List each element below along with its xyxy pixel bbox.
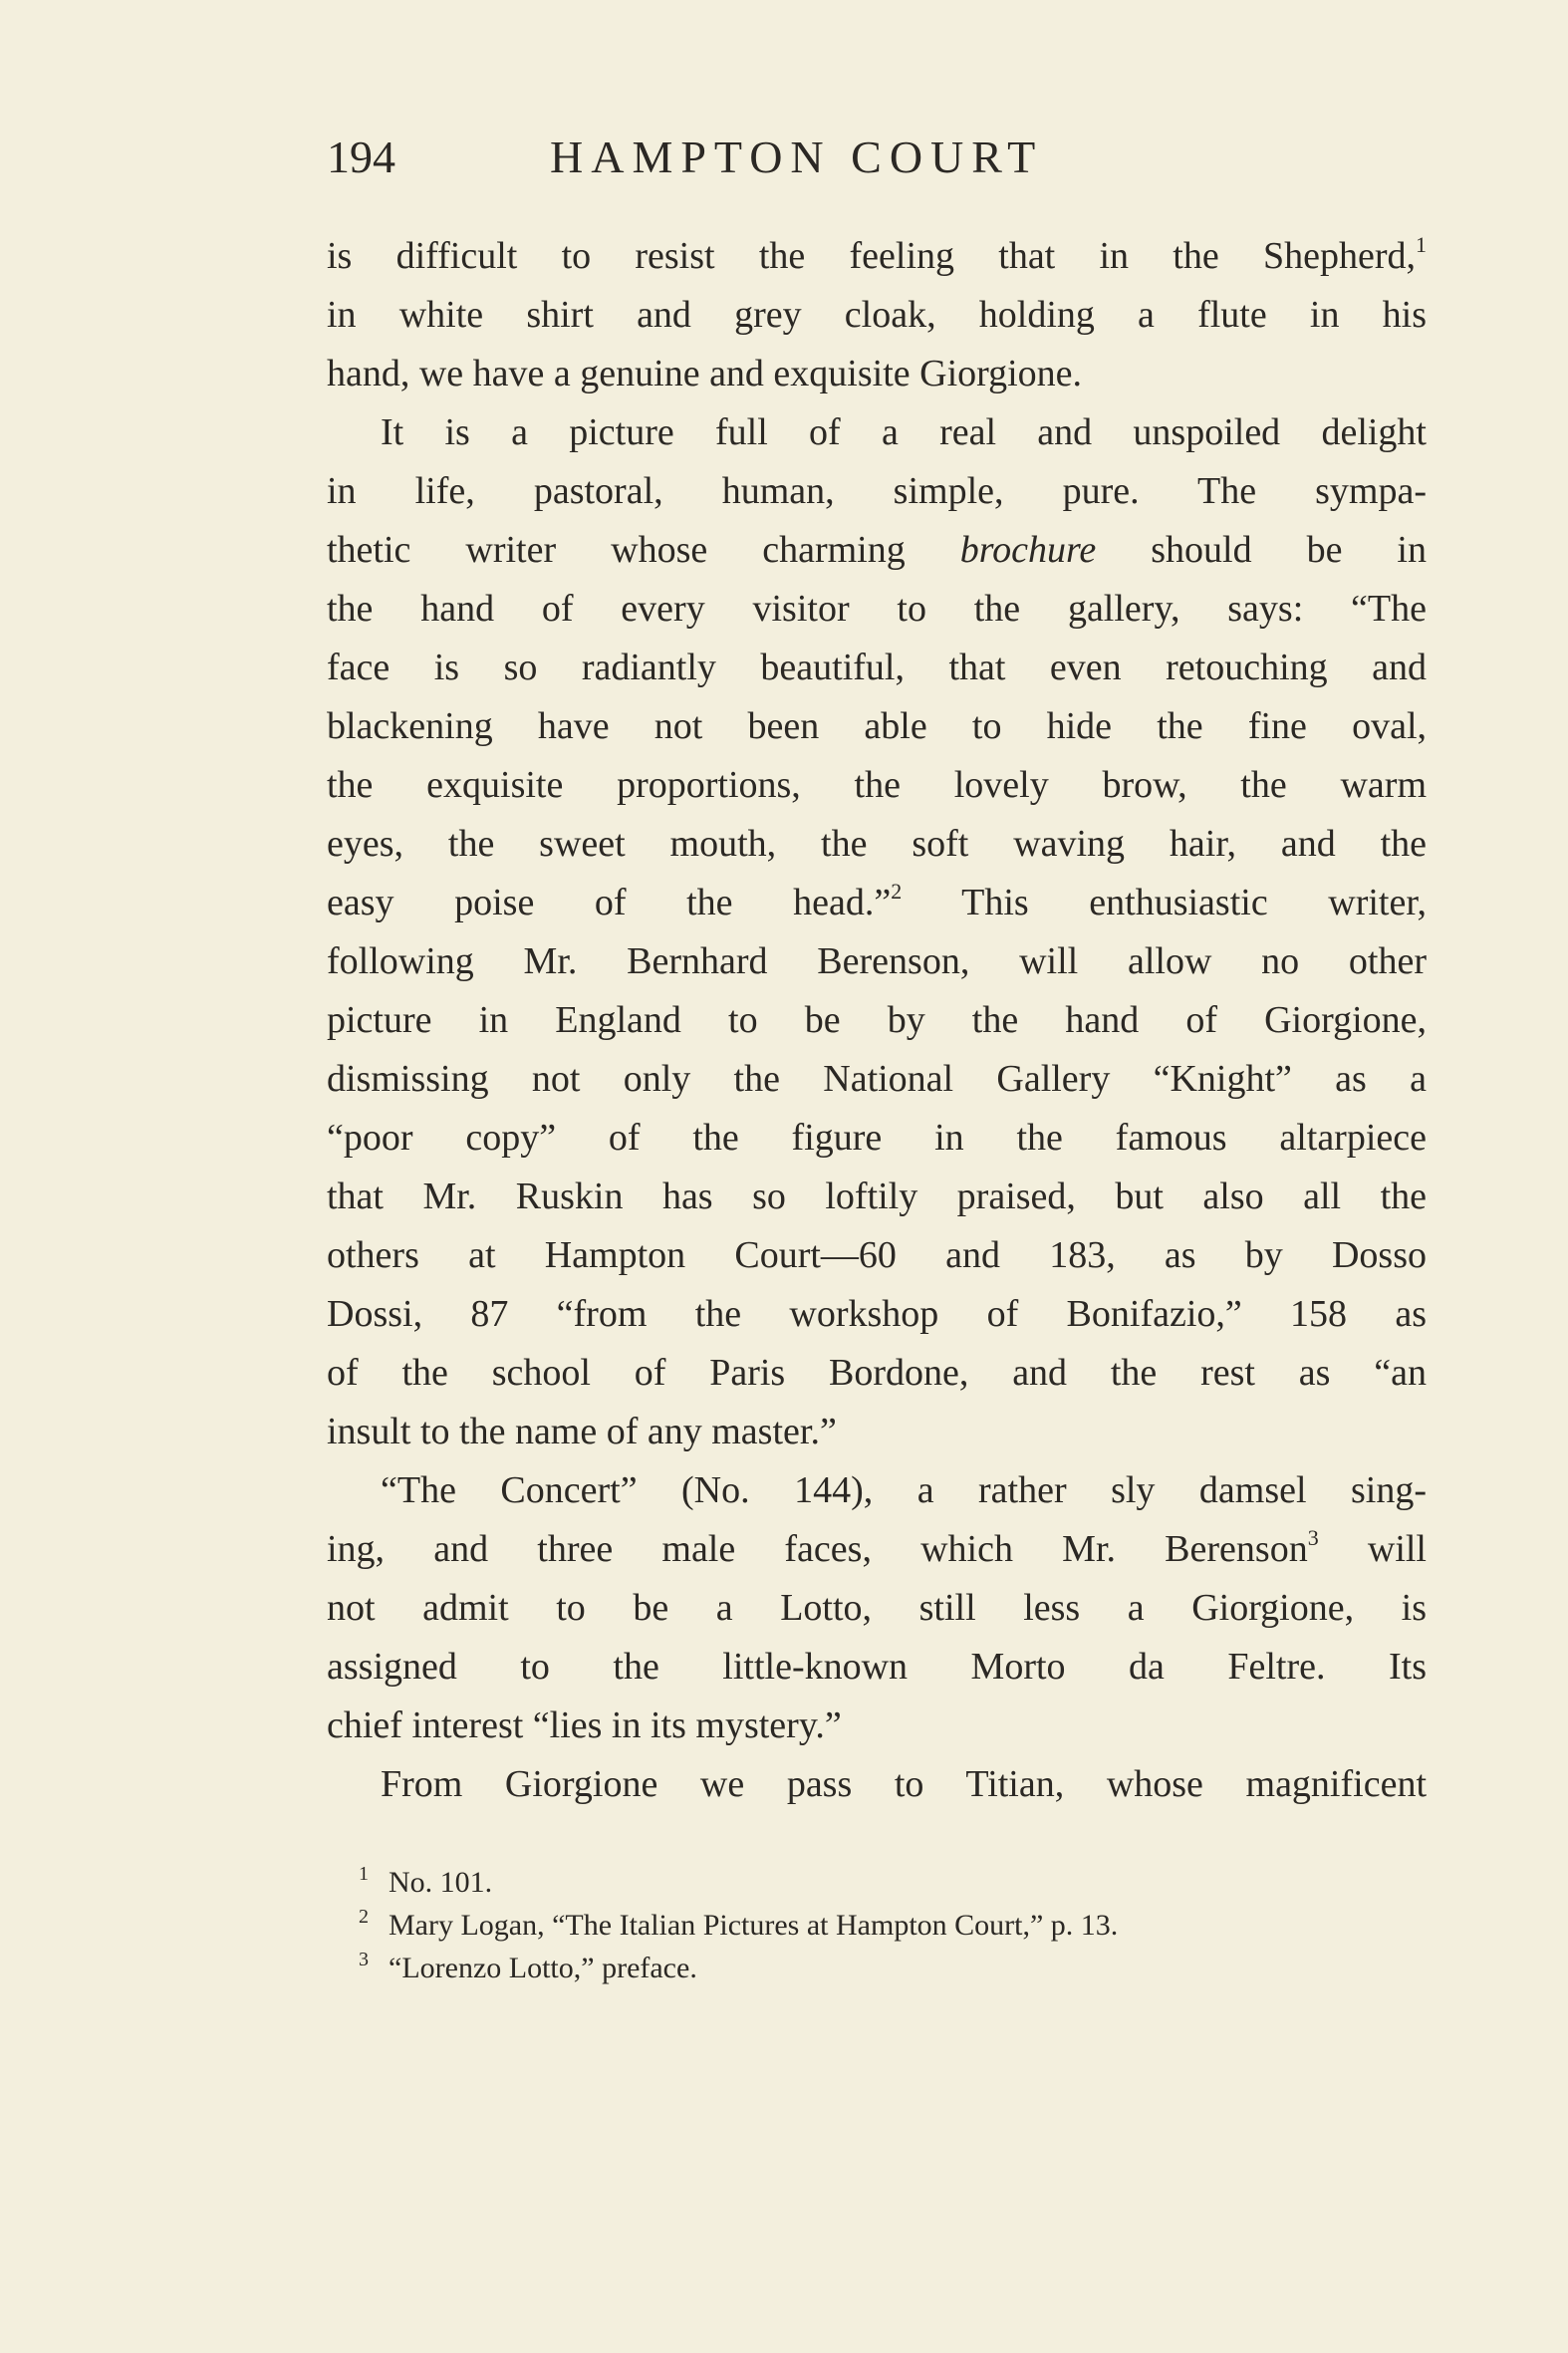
footnote: 2 Mary Logan, “The Italian Pictures at Hampton Court,” p. 13. xyxy=(359,1906,1119,1942)
text-line: thetic writer whose charming brochure should be in xyxy=(327,529,1427,571)
italic-term: brochure xyxy=(959,529,1097,571)
text-line: following Mr. Bernhard Berenson, will allow no other xyxy=(327,940,1427,982)
text-line: that Mr. Ruskin has so loftily praised, but also all the xyxy=(327,1176,1427,1217)
text-line: ing, and three male faces, which Mr. Berenson$^3$ will xyxy=(327,1525,1427,1570)
text-line: face is so radiantly beautiful, that even retouching and xyxy=(327,647,1427,688)
text-line: From Giorgione we pass to Titian, whose magnificent xyxy=(381,1763,1427,1805)
footnote: 3 “Lorenzo Lotto,” preface. xyxy=(359,1949,697,1984)
text-line: the exquisite proportions, the lovely brow, the warm xyxy=(327,764,1427,806)
text-line: chief interest “lies in its mystery.” xyxy=(327,1704,842,1746)
footnote-ref: 3 xyxy=(1307,1525,1319,1550)
text-line: in white shirt and grey cloak, holding a flute in his xyxy=(327,294,1427,336)
footnote-ref: 2 xyxy=(891,879,903,904)
text-line: not admit to be a Lotto, still less a Giorgione, is xyxy=(327,1587,1427,1629)
text-line: It is a picture full of a real and unspoiled delight xyxy=(381,411,1427,453)
page-number: 194 xyxy=(327,131,395,182)
text-line: assigned to the little-known Morto da Feltre. Its xyxy=(327,1646,1427,1688)
text-line: blackening have not been able to hide the fine oval, xyxy=(327,705,1427,747)
text-line: dismissing not only the National Gallery “Knight” as a xyxy=(327,1058,1427,1100)
text-line: others at Hampton Court—60 and 183, as by Dosso xyxy=(327,1234,1427,1276)
text-line: hand, we have a genuine and exquisite Giorgione. xyxy=(327,353,1083,394)
text-line: eyes, the sweet mouth, the soft waving hair, and the xyxy=(327,823,1427,865)
text-line: in life, pastoral, human, simple, pure. The sympa- xyxy=(327,470,1427,512)
text-line: the hand of every visitor to the gallery, says: “The xyxy=(327,588,1427,630)
text-line: Dossi, 87 “from the workshop of Bonifazio,” 158 as xyxy=(327,1293,1427,1335)
text-line: is difficult to resist the feeling that in the Shepherd,$^1$ xyxy=(327,232,1427,277)
text-line: insult to the name of any master.” xyxy=(327,1411,837,1452)
footnote: 1 No. 101. xyxy=(359,1863,493,1899)
body-text xyxy=(327,227,1427,1814)
footnotes xyxy=(359,1861,1454,1989)
running-head xyxy=(327,128,1183,187)
text-line: of the school of Paris Bordone, and the rest as “an xyxy=(327,1352,1427,1394)
text-line: “poor copy” of the figure in the famous altarpiece xyxy=(327,1117,1427,1159)
text-line: easy poise of the head.”$^2$ This enthusiastic writer, xyxy=(327,879,1427,923)
running-title: HAMPTON COURT xyxy=(550,131,1044,182)
text-line: “The Concert” (No. 144), a rather sly damsel sing- xyxy=(381,1469,1427,1511)
text-line: picture in England to be by the hand of Giorgione, xyxy=(327,999,1427,1041)
